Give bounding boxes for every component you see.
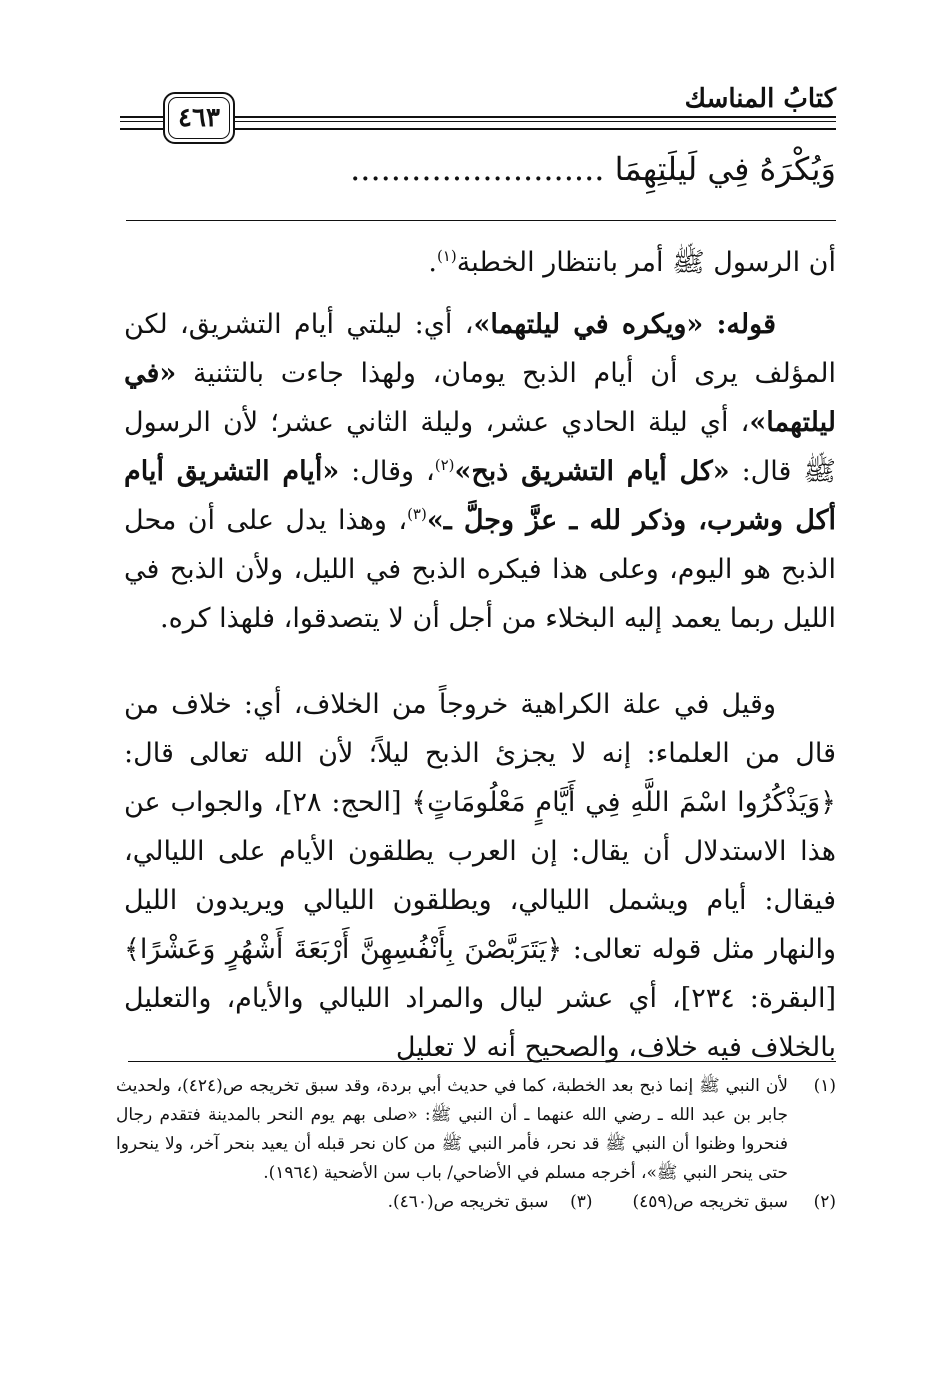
footnote-2-number: (٢) [813,1192,836,1212]
footnote-rule [128,1061,836,1062]
section-heading: وَيُكْرَهُ فِي لَيلَتِهِمَا ......................... [350,150,836,188]
p1-end: . [428,247,437,278]
page-number-text: ٤٦٣ [178,103,220,133]
p2-text-3: ، وقال: [339,456,435,487]
p2-hadith-1: «كل أيام التشريق ذبح» [454,456,730,487]
p2-quote-1: «في ليلتهما» [124,358,836,438]
footnote-1-text: لأن النبي ﷺ إنما ذبح بعد الخطبة، كما في حديث أبي بردة، وقد سبق تخريجه ص(٤٢٤)، ولحديث جابر بن عبد الله ـ رضي الله عنهما ـ أن النبي ﷺ: «صلى بهم يوم النحر بالمدينة فتقدم رجال فنحروا وظنوا أن النبي ﷺ قد نحر، فأمر النبي ﷺ من كان نحر قبله أن يعيد بنحر آخر، ولا ينحروا حتى ينحر النبي ﷺ»، أخرجه مسلم في الأضاحي/ باب سن الأضحية (١٩٦٤). [116,1076,788,1183]
footnote-1-number: (١) [813,1076,836,1096]
p2-hadith-2: «أيام التشريق أيام أكل وشرب، وذكر لله ـ عزَّ وجلَّ ـ» [124,456,836,536]
footnote-ref-1: (١) [436,247,457,265]
footnote-row-2-3 [116,1188,836,1217]
p3-verse-1: ﴿وَيَذْكُرُوا اسْمَ اللَّهِ فِي أَيَّامٍ مَعْلُومَاتٍ﴾ [411,787,836,818]
footnote-3-number: (٣) [570,1192,593,1212]
p3-text-3: [البقرة: ٢٣٤]، أي عشر ليال والمراد الليالي والأيام، والتعليل بالخلاف فيه خلاف، والصحيح أنه لا تعليل [124,983,836,1063]
p2-text-2: ، أي ليلة الحادي عشر، وليلة الثاني عشر؛ لأن الرسول ﷺ قال: [124,407,836,487]
footnotes [116,1072,836,1217]
paragraph-1 [124,238,836,287]
p2-text-1: ، أي: ليلتي أيام التشريق، لكن المؤلف يرى أن أيام الذبح يومان، ولهذا جاءت بالتثنية [124,309,836,389]
p3-text-2: [الحج: ٢٨]، والجواب عن هذا الاستدلال أن يقال: إن العرب يطلقون الأيام على الليالي، فيقال: أيام ويشمل الليالي، ويطلقون الليالي ويريدون الليل والنهار مثل قوله تعالى: [124,787,836,965]
footnote-3-text: سبق تخريجه ص(٤٦٠). [387,1192,549,1212]
paragraph-2 [124,300,836,643]
footnote-1 [116,1072,836,1188]
footnote-ref-2: (٢) [434,456,455,474]
footnote-ref-3: (٣) [407,505,427,523]
p3-verse-2: ﴿يَتَرَبَّصْنَ بِأَنْفُسِهِنَّ أَرْبَعَةَ أَشْهُرٍ وَعَشْرًا﴾ [124,934,563,965]
footnote-2-text: سبق تخريجه ص(٤٥٩) [632,1192,788,1212]
p2-text-4: ، وهذا يدل على أن محل الذبح هو اليوم، وعلى هذا فيكره الذبح في الليل، ولأن الذبح في الليل ربما يعمد إليه البخلاء من أجل أن لا يتصدقوا، فلهذا كره. [124,505,836,634]
running-header-title: كتابُ المناسك [684,84,836,114]
paragraph-3 [124,680,836,1072]
p2-lead: قوله: «ويكره في ليلتهما» [473,309,776,340]
p1-text: أن الرسول ﷺ أمر بانتظار الخطبة [456,247,836,278]
page-number [163,92,235,144]
section-rule [126,220,836,221]
p3-text-1: وقيل في علة الكراهية خروجاً من الخلاف، أي: خلاف من قال من العلماء: إنه لا يجزئ الذبح ليلاً؛ لأن الله تعالى قال: [124,689,836,769]
